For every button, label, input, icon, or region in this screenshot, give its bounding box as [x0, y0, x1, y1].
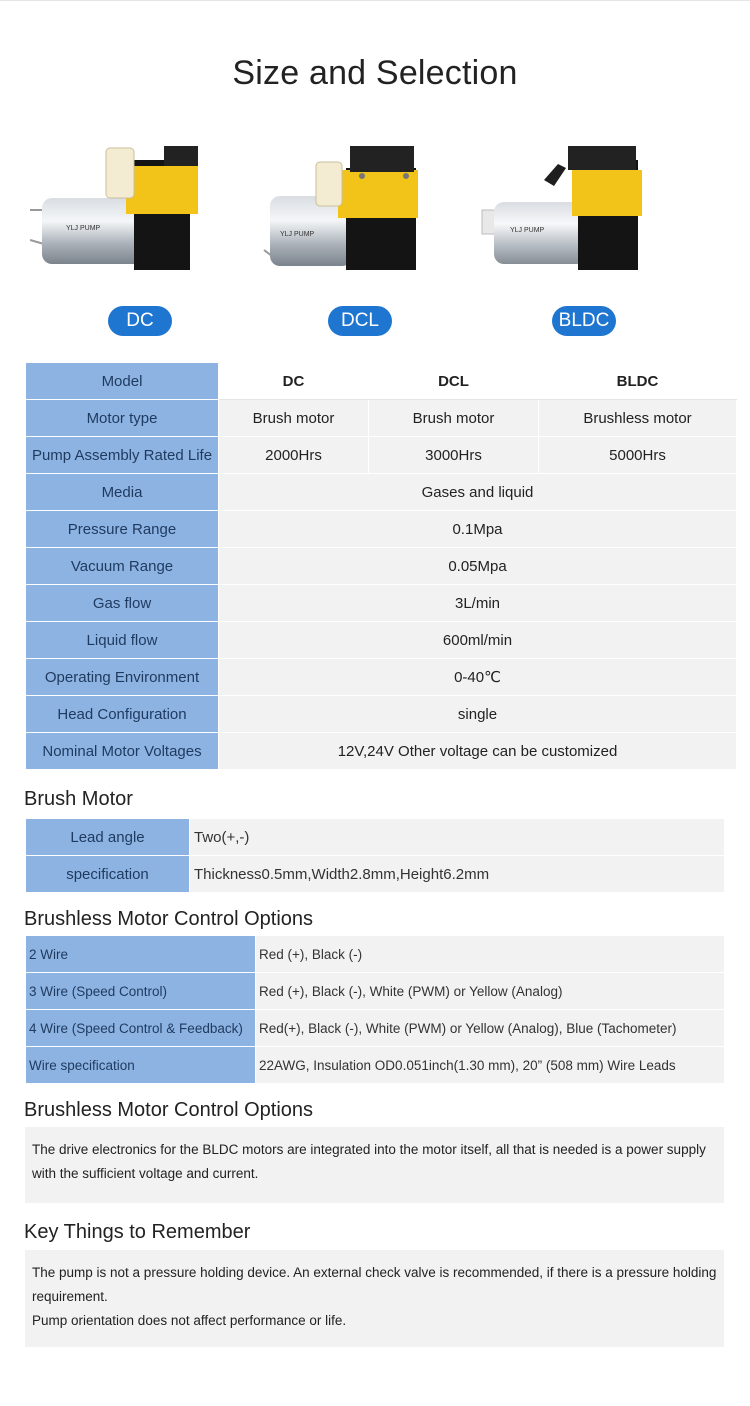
table-row [26, 696, 737, 733]
spec-label: Gas flow [26, 585, 219, 622]
spec-value: 2000Hrs [219, 437, 369, 474]
spec-value: Thickness0.5mm,Width2.8mm,Height6.2mm [190, 856, 725, 893]
dcl-pump-image [250, 140, 470, 280]
brushless-note-text: The drive electronics for the BLDC motors are integrated into the motor itself, all that is needed is a power supply with the sufficient voltage and current. [32, 1142, 706, 1181]
section-title-brushless-options: Brushless Motor Control Options [24, 908, 314, 930]
table-row [26, 819, 725, 856]
spec-value: 600ml/min [219, 622, 737, 659]
spec-value: Gases and liquid [219, 474, 737, 511]
spec-label: Pressure Range [26, 511, 219, 548]
brush-motor-table [25, 818, 725, 893]
product-dcl [250, 140, 470, 340]
spec-label: Pump Assembly Rated Life [26, 437, 219, 474]
svg-text:YLJ PUMP: YLJ PUMP [280, 231, 315, 238]
table-row [26, 973, 725, 1010]
spec-value: 0.05Mpa [219, 548, 737, 585]
page-title: Size and Selection [232, 54, 518, 92]
spec-label: Motor type [26, 400, 219, 437]
section-title-key-things: Key Things to Remember [24, 1221, 251, 1243]
product-dc [30, 140, 250, 340]
spec-value: Two(+,-) [190, 819, 725, 856]
column-header-dc: DC [219, 363, 369, 400]
spec-table [25, 362, 737, 770]
product-bldc [474, 140, 694, 340]
svg-text:YLJ PUMP: YLJ PUMP [66, 225, 101, 232]
table-row [26, 856, 725, 893]
table-row [26, 548, 737, 585]
wire-label: Wire specification [26, 1047, 256, 1084]
wire-label: 3 Wire (Speed Control) [26, 973, 256, 1010]
table-row [26, 1047, 725, 1084]
spec-value: 5000Hrs [539, 437, 737, 474]
table-row [26, 1010, 725, 1047]
svg-text:YLJ PUMP: YLJ PUMP [510, 227, 545, 234]
spec-label: Vacuum Range [26, 548, 219, 585]
spec-label: Media [26, 474, 219, 511]
table-row [26, 733, 737, 770]
product-label-dc: DC [108, 306, 172, 336]
key-things-line: The pump is not a pressure holding device. An external check valve is recommended, if there is a pressure holding requirement. [32, 1265, 717, 1304]
spec-label: Head Configuration [26, 696, 219, 733]
table-row [26, 474, 737, 511]
spec-value: 3L/min [219, 585, 737, 622]
table-row [26, 363, 737, 400]
column-header-dcl: DCL [369, 363, 539, 400]
spec-value: Brushless motor [539, 400, 737, 437]
dc-pump-image [30, 140, 250, 280]
wire-label: 2 Wire [26, 936, 256, 973]
table-row [26, 437, 737, 474]
wire-value: 22AWG, Insulation OD0.051inch(1.30 mm), 20” (508 mm) Wire Leads [256, 1047, 725, 1084]
product-label-dcl: DCL [328, 306, 392, 336]
spec-value: 0.1Mpa [219, 511, 737, 548]
wire-value: Red (+), Black (-), White (PWM) or Yellow (Analog) [256, 973, 725, 1010]
spec-label: Nominal Motor Voltages [26, 733, 219, 770]
section-title-brushless-note: Brushless Motor Control Options [24, 1099, 314, 1121]
key-things-line: Pump orientation does not affect performance or life. [32, 1313, 347, 1328]
column-header-bldc: BLDC [539, 363, 737, 400]
spec-label: Model [26, 363, 219, 400]
spec-value: 12V,24V Other voltage can be customized [219, 733, 737, 770]
product-label-bldc: BLDC [552, 306, 616, 336]
table-row [26, 511, 737, 548]
table-row [26, 936, 725, 973]
spec-label: Lead angle [26, 819, 190, 856]
key-things-box [25, 1250, 724, 1347]
table-row [26, 659, 737, 696]
top-divider [0, 0, 750, 1]
bldc-pump-image [474, 140, 694, 280]
section-title-brush-motor: Brush Motor [24, 788, 133, 810]
spec-label: specification [26, 856, 190, 893]
spec-value: 3000Hrs [369, 437, 539, 474]
spec-value: Brush motor [369, 400, 539, 437]
brushless-options-table [25, 935, 725, 1084]
spec-label: Liquid flow [26, 622, 219, 659]
table-row [26, 400, 737, 437]
spec-value: 0-40℃ [219, 659, 737, 696]
table-row [26, 622, 737, 659]
spec-value: Brush motor [219, 400, 369, 437]
wire-value: Red (+), Black (-) [256, 936, 725, 973]
brushless-note-box [25, 1127, 724, 1203]
spec-label: Operating Environment [26, 659, 219, 696]
table-row [26, 585, 737, 622]
wire-label: 4 Wire (Speed Control & Feedback) [26, 1010, 256, 1047]
spec-value: single [219, 696, 737, 733]
wire-value: Red(+), Black (-), White (PWM) or Yellow (Analog), Blue (Tachometer) [256, 1010, 725, 1047]
